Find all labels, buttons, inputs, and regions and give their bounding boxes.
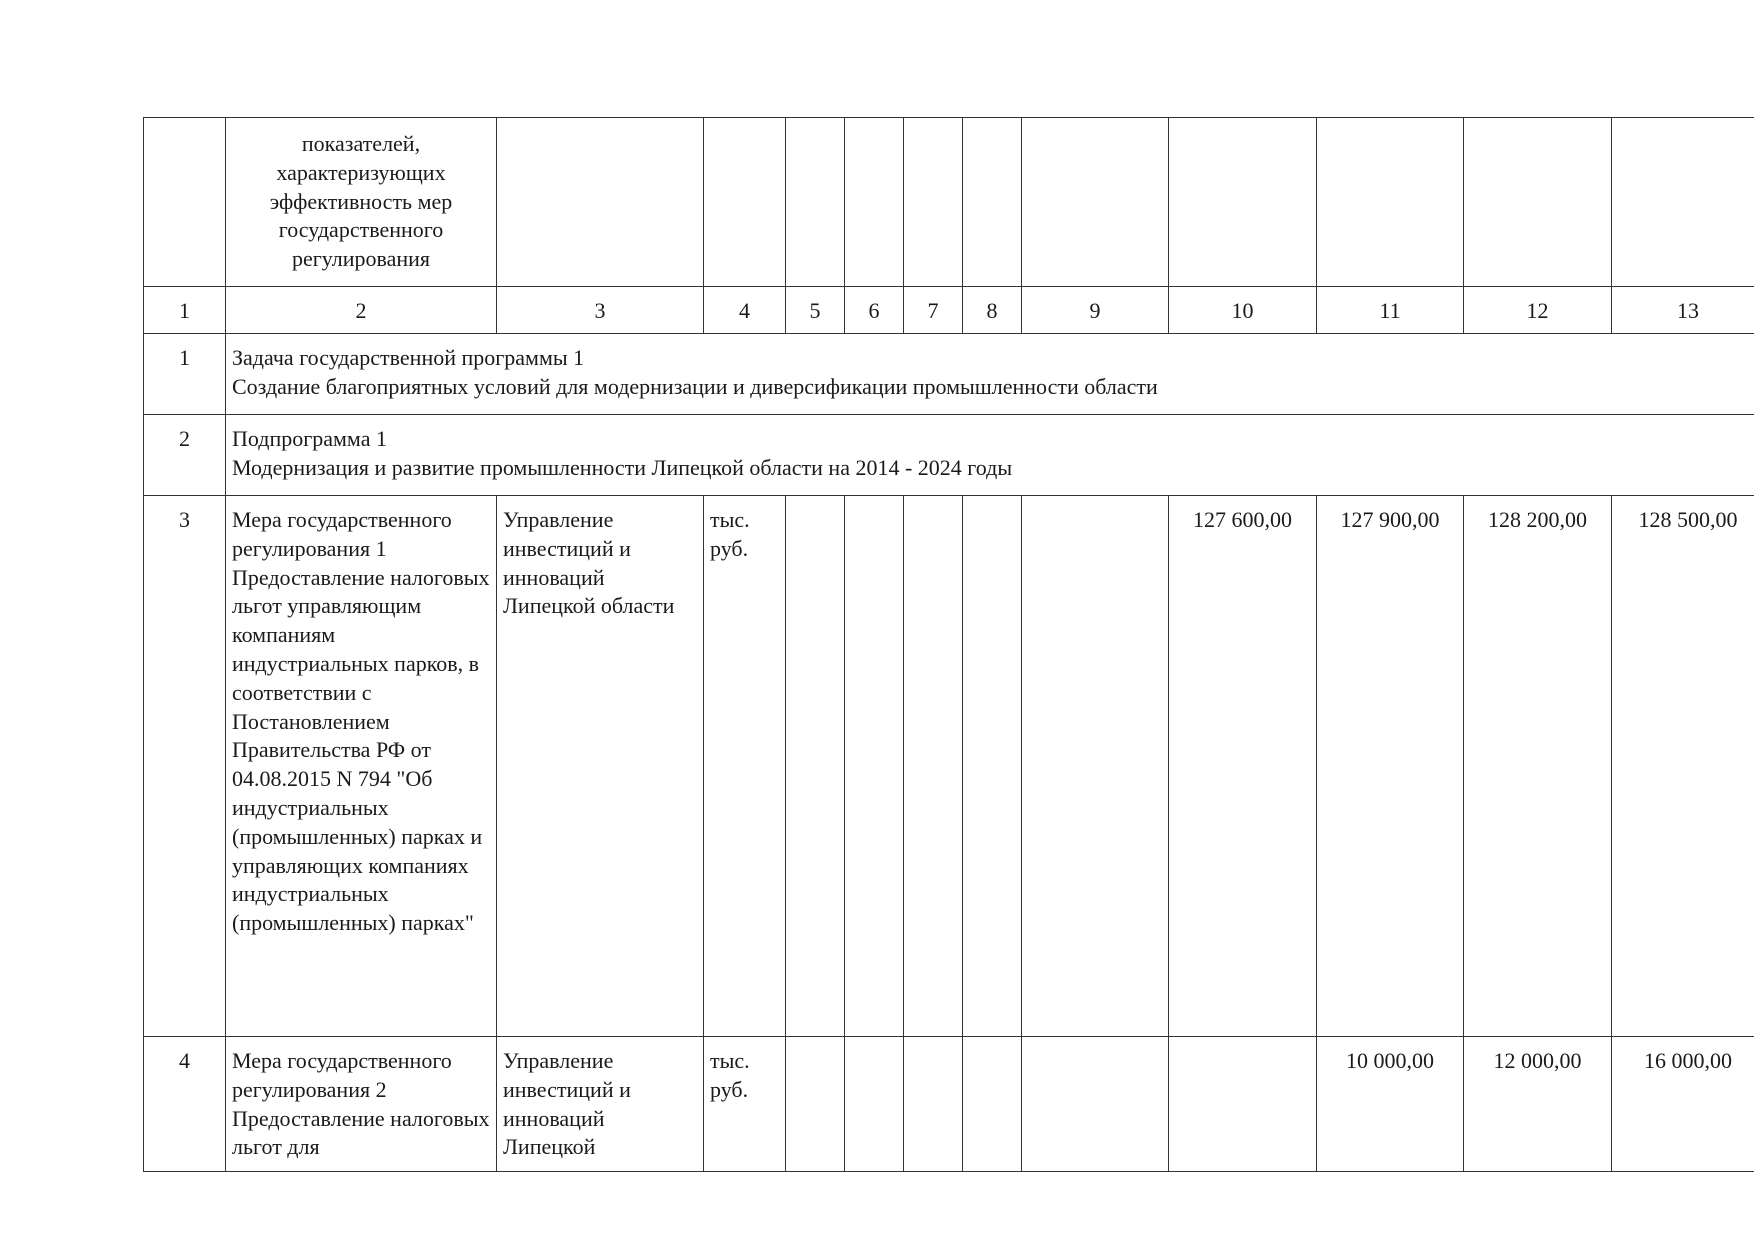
section-title-cell <box>226 334 1754 415</box>
column-number: 7 <box>904 287 963 334</box>
section-row-subprogram <box>144 415 1754 496</box>
section-title: Подпрограмма 1 <box>232 426 387 451</box>
section-row-task <box>144 334 1754 415</box>
header-col2-line: эффективность мер <box>269 188 453 214</box>
column-number: 12 <box>1464 287 1612 334</box>
table-row <box>144 496 1754 1037</box>
value-col12: 128 200,00 <box>1464 496 1612 1037</box>
column-number: 9 <box>1022 287 1169 334</box>
value-col6 <box>845 1037 904 1172</box>
value-col11: 10 000,00 <box>1317 1037 1464 1172</box>
value-col12: 12 000,00 <box>1464 1037 1612 1172</box>
column-number: 6 <box>845 287 904 334</box>
value-col11: 127 900,00 <box>1317 496 1464 1037</box>
value-col13: 128 500,00 <box>1612 496 1754 1037</box>
value-col9 <box>1022 496 1169 1037</box>
section-title: Задача государственной программы 1 <box>232 345 585 370</box>
column-number: 4 <box>704 287 786 334</box>
row-number: 2 <box>144 415 226 496</box>
value-col6 <box>845 496 904 1037</box>
column-number: 10 <box>1169 287 1317 334</box>
header-cell-col13 <box>1612 118 1754 287</box>
header-col2-line: государственного <box>278 217 444 243</box>
row-number: 4 <box>144 1037 226 1172</box>
header-cell-col9 <box>1022 118 1169 287</box>
column-number: 13 <box>1612 287 1754 334</box>
value-col5 <box>786 1037 845 1172</box>
unit-of-measure: тыс. руб. <box>704 496 786 1037</box>
responsible-body: Управление инвестиций и инноваций Липецкой области <box>497 496 704 1037</box>
value-col13: 16 000,00 <box>1612 1037 1754 1172</box>
column-numbers-row <box>144 287 1754 334</box>
column-number: 8 <box>963 287 1022 334</box>
table-header-continuation-row <box>144 118 1754 287</box>
header-cell-col2 <box>226 118 497 287</box>
header-cell-col12 <box>1464 118 1612 287</box>
measure-description: Мера государственного регулирования 1 Предоставление налоговых льгот управляющим компаниям индустриальных парков, в соответствии с Постановлением Правительства РФ от 04.08.2015 N 794 "Об индустриальных (промышленных) парках и управляющих компаниях индустриальных (промышленных) парках" <box>226 496 497 1037</box>
measure-description: Мера государственного регулирования 2 Предоставление налоговых льгот для <box>226 1037 497 1172</box>
column-number: 5 <box>786 287 845 334</box>
value-col7 <box>904 496 963 1037</box>
header-cell-col1 <box>144 118 226 287</box>
section-title-cell <box>226 415 1754 496</box>
header-cell-col7 <box>904 118 963 287</box>
value-col7 <box>904 1037 963 1172</box>
header-cell-col10 <box>1169 118 1317 287</box>
responsible-body: Управление инвестиций и инноваций Липецкой <box>497 1037 704 1172</box>
row-number: 3 <box>144 496 226 1037</box>
header-cell-col8 <box>963 118 1022 287</box>
header-cell-col11 <box>1317 118 1464 287</box>
header-col2-line: показателей, <box>301 131 421 156</box>
header-cell-col5 <box>786 118 845 287</box>
table-row <box>144 1037 1754 1172</box>
header-cell-col6 <box>845 118 904 287</box>
column-number: 2 <box>226 287 497 334</box>
value-col5 <box>786 496 845 1037</box>
header-col2-line: характеризующих <box>276 159 446 185</box>
unit-of-measure: тыс. руб. <box>704 1037 786 1172</box>
column-number: 3 <box>497 287 704 334</box>
row-number: 1 <box>144 334 226 415</box>
section-subtitle: Создание благоприятных условий для модернизации и диверсификации промышленности области <box>232 373 1158 399</box>
header-cell-col4 <box>704 118 786 287</box>
value-col8 <box>963 496 1022 1037</box>
column-number: 11 <box>1317 287 1464 334</box>
value-col9 <box>1022 1037 1169 1172</box>
header-col2-line: регулирования <box>291 246 431 272</box>
section-subtitle: Модернизация и развитие промышленности Липецкой области на 2014 - 2024 годы <box>232 454 1013 480</box>
header-cell-col3 <box>497 118 704 287</box>
value-col10: 127 600,00 <box>1169 496 1317 1037</box>
program-measures-table <box>143 117 1754 1172</box>
value-col10 <box>1169 1037 1317 1172</box>
column-number: 1 <box>144 287 226 334</box>
value-col8 <box>963 1037 1022 1172</box>
